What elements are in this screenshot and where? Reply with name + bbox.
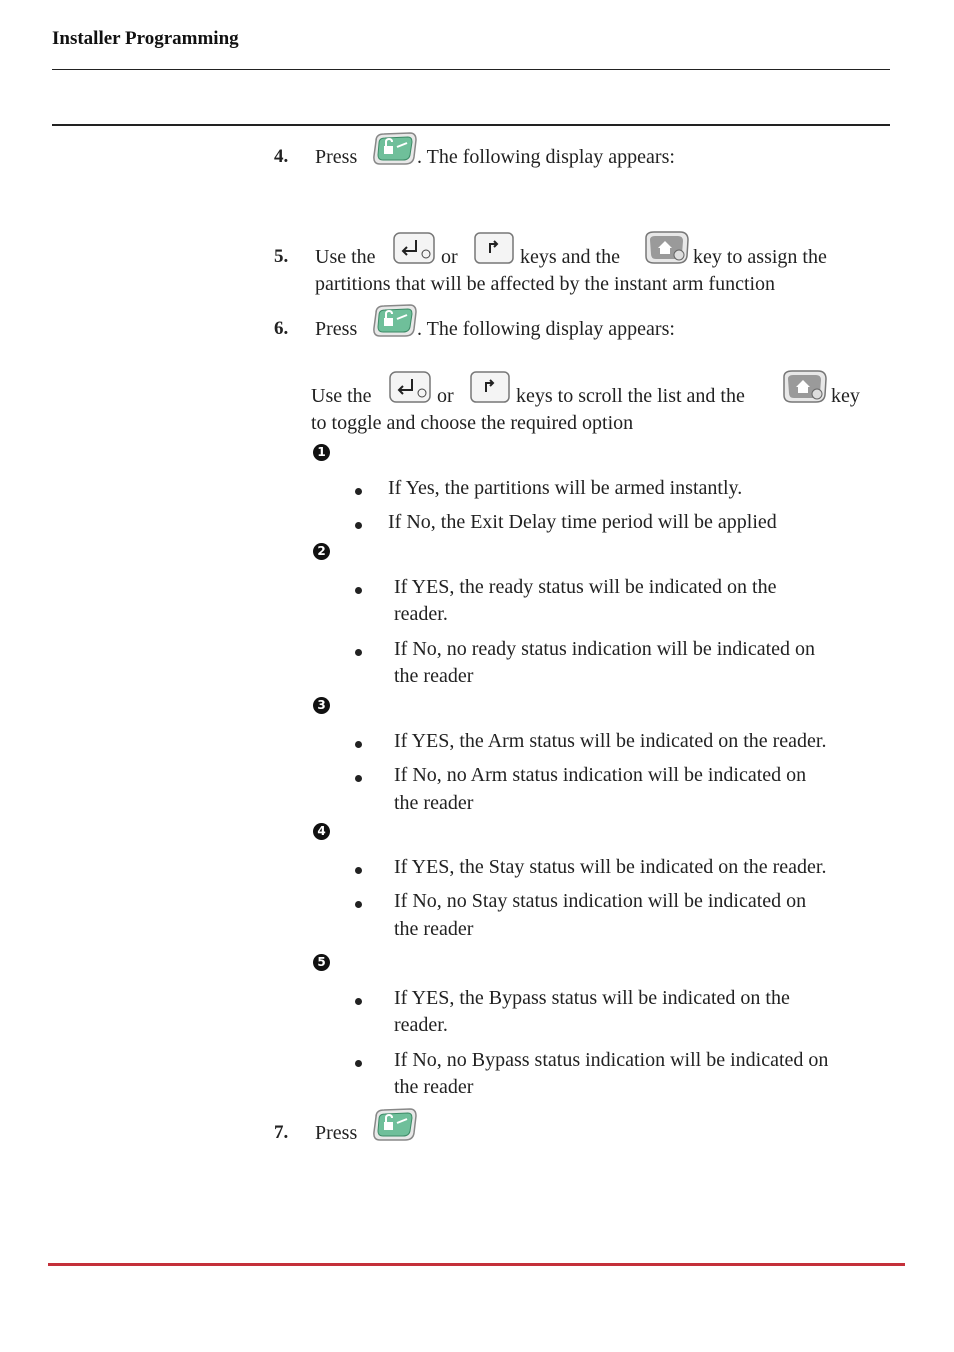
home-key-icon [780,369,828,405]
step-5-number: 5. [274,246,289,267]
bullet-dot [355,901,362,908]
footer-rule [48,1263,905,1266]
bullet-dot [355,649,362,656]
step-4-text: Press [315,146,358,168]
option-2-bullet-1-cont: reader. [394,603,448,625]
option-3-bullet-2: If No, no Arm status indication will be indicated on [394,764,807,786]
step-7-text: Press [315,1122,358,1144]
option-marker-3: 3 [313,697,330,714]
step-7-number: 7. [274,1122,289,1143]
option-5-bullet-2: If No, no Bypass status indication will be indicated on [394,1049,829,1071]
option-5-bullet-1-cont: reader. [394,1014,448,1036]
scroll-text-b: or [437,385,454,407]
option-3-bullet-2-cont: the reader [394,792,474,814]
step-5-text-b: or [441,246,458,268]
option-4-bullet-1: If YES, the Stay status will be indicated on the reader. [394,856,827,878]
option-2-bullet-2-cont: the reader [394,665,474,687]
scroll-text-a: Use the [311,385,372,407]
bullet-dot [355,741,362,748]
option-3-bullet-1: If YES, the Arm status will be indicated on the reader. [394,730,827,752]
arrow-key-icon [473,231,515,265]
option-marker-1: 1 [313,444,330,461]
step-5-text-line2: partitions that will be affected by the instant arm function [315,273,776,295]
step-5-text-c: keys and the [520,246,620,268]
section-rule [52,124,890,126]
header-rule [52,69,890,70]
option-2-bullet-2: If No, no ready status indication will be indicated on [394,638,816,660]
unlock-key-icon [369,131,419,167]
home-key-icon [642,230,690,266]
option-4-bullet-2-cont: the reader [394,918,474,940]
option-2-bullet-1: If YES, the ready status will be indicated on the [394,576,777,598]
option-5-bullet-2-cont: the reader [394,1076,474,1098]
scroll-text-c: keys to scroll the list and the [516,385,745,407]
unlock-key-icon [369,1107,419,1143]
enter-key-icon [392,231,436,265]
arrow-key-icon [469,370,511,404]
step-6-number: 6. [274,318,289,339]
bullet-dot [355,775,362,782]
step-4-text-end: . The following display appears: [417,146,675,168]
scroll-text-line2: to toggle and choose the required option [311,412,634,434]
bullet-dot [355,587,362,594]
bullet-dot [355,1060,362,1067]
scroll-text-d: key [831,385,860,407]
bullet-dot [355,867,362,874]
step-5-text-a: Use the [315,246,376,268]
step-6-text: Press [315,318,358,340]
unlock-key-icon [369,303,419,339]
option-marker-4: 4 [313,823,330,840]
step-5-text-d: key to assign the [693,246,827,268]
enter-key-icon [388,370,432,404]
option-4-bullet-2: If No, no Stay status indication will be indicated on [394,890,807,912]
bullet-dot [355,998,362,1005]
option-1-bullet-2: If No, the Exit Delay time period will be applied [388,511,777,533]
bullet-dot [355,522,362,529]
bullet-dot [355,488,362,495]
option-5-bullet-1: If YES, the Bypass status will be indicated on the [394,987,790,1009]
option-1-bullet-1: If Yes, the partitions will be armed instantly. [388,477,743,499]
step-4-number: 4. [274,146,289,167]
option-marker-2: 2 [313,543,330,560]
option-marker-5: 5 [313,954,330,971]
header-title: Installer Programming [52,28,239,49]
step-6-text-end: . The following display appears: [417,318,675,340]
